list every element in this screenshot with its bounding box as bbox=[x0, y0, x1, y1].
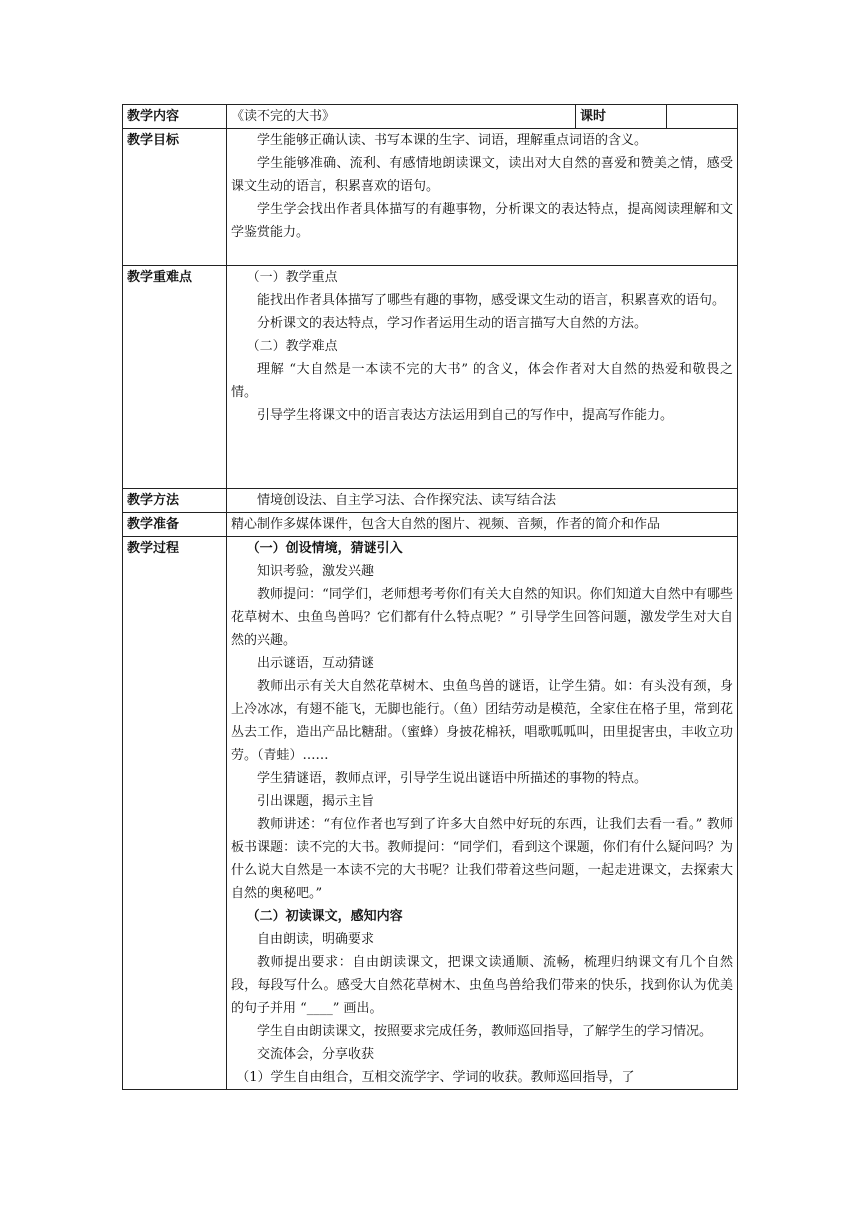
period-label: 课时 bbox=[576, 105, 667, 129]
paragraph: 学生自由朗读课文，按照要求完成任务，教师巡回指导，了解学生的学习情况。 bbox=[257, 1024, 713, 1039]
sub-heading: 知识考验，激发兴趣 bbox=[257, 564, 375, 579]
row-key-points bbox=[123, 266, 738, 489]
difficulty-heading: （二）教学难点 bbox=[246, 339, 338, 354]
process-cell bbox=[227, 537, 738, 1090]
content-value: 《读不完的大书》 bbox=[227, 105, 576, 129]
key-points-cell bbox=[227, 266, 738, 489]
preparation-label: 教学准备 bbox=[123, 513, 227, 537]
methods-cell bbox=[227, 489, 738, 513]
preparation-value: 精心制作多媒体课件，包含大自然的图片、视频、音频，作者的简介和作品 bbox=[231, 517, 661, 532]
objectives-label: 教学目标 bbox=[123, 129, 227, 266]
objective-item: 学生学会找出作者具体描写的有趣事物，分析课文的表达特点，提高阅读理解和文学鉴赏能力。 bbox=[231, 202, 733, 240]
key-point: 分析课文的表达特点，学习作者运用生动的语言描写大自然的方法。 bbox=[257, 316, 648, 331]
key-heading: （一）教学重点 bbox=[246, 270, 338, 285]
section-heading: （二）初读课文，感知内容 bbox=[246, 909, 403, 924]
section-heading: （一）创设情境，猜谜引入 bbox=[246, 541, 403, 556]
paragraph: （1）学生自由组合，互相交流学字、学词的收获。教师巡回指导，了 bbox=[236, 1070, 635, 1085]
paragraph: 教师讲述：“有位作者也写到了许多大自然中好玩的东西，让我们去看一看。” 教师板书课题：读不完的大书。教师提问：“同学们，看到这个课题，你们有什么疑问吗？为什么说大自然是一本读不完的大书呢？让我们带着这些问题，一起走进课文，去探索大自然的奥秘吧。” bbox=[231, 817, 733, 901]
methods-label: 教学方法 bbox=[123, 489, 227, 513]
process-label: 教学过程 bbox=[123, 537, 227, 1090]
row-process bbox=[123, 537, 738, 1090]
key-point: 能找出作者具体描写了哪些有趣的事物，感受课文生动的语言，积累喜欢的语句。 bbox=[257, 293, 726, 308]
difficulty-point: 引导学生将课文中的语言表达方法运用到自己的写作中，提高写作能力。 bbox=[257, 408, 674, 423]
paragraph: 教师出示有关大自然花草树木、虫鱼鸟兽的谜语，让学生猜。如：有头没有颈，身上冷冰冰，有翅不能飞，无脚也能行。（鱼）团结劳动是模范，全家住在格子里，常到花丛去工作，造出产品比糖甜。（蜜蜂）身披花棉袄，唱歌呱呱叫，田里捉害虫，丰收立功劳。（青蛙）…… bbox=[231, 679, 733, 763]
period-value bbox=[667, 105, 738, 129]
sub-heading: 自由朗读，明确要求 bbox=[257, 932, 375, 947]
preparation-cell bbox=[227, 513, 738, 537]
content-label: 教学内容 bbox=[123, 105, 227, 129]
paragraph: 教师提出要求：自由朗读课文，把课文读通顺、流畅，梳理归纳课文有几个自然段，每段写什么。感受大自然花草树木、虫鱼鸟兽给我们带来的快乐，找到你认为优美的句子并用 “____” 画出。 bbox=[231, 955, 733, 1016]
methods-value: 情境创设法、自主学习法、合作探究法、读写结合法 bbox=[257, 493, 557, 508]
objective-item: 学生能够准确、流利、有感情地朗读课文，读出对大自然的喜爱和赞美之情，感受课文生动的语言，积累喜欢的语句。 bbox=[231, 156, 733, 194]
row-methods bbox=[123, 489, 738, 513]
objectives-cell bbox=[227, 129, 738, 266]
sub-heading: 出示谜语，互动猜谜 bbox=[257, 656, 375, 671]
paragraph: 教师提问：“同学们，老师想考考你们有关大自然的知识。你们知道大自然中有哪些花草树木、虫鱼鸟兽吗？它们都有什么特点呢？” 引导学生回答问题，激发学生对大自然的兴趣。 bbox=[231, 587, 733, 648]
lesson-plan-table bbox=[122, 104, 738, 1090]
row-content bbox=[123, 105, 738, 129]
objective-item: 学生能够正确认读、书写本课的生字、词语，理解重点词语的含义。 bbox=[257, 133, 648, 148]
sub-heading: 交流体会，分享收获 bbox=[257, 1047, 375, 1062]
difficulty-point: 理解 “大自然是一本读不完的大书” 的含义，体会作者对大自然的热爱和敬畏之情。 bbox=[231, 362, 733, 400]
row-preparation bbox=[123, 513, 738, 537]
key-points-label: 教学重难点 bbox=[123, 266, 227, 489]
sub-heading: 引出课题，揭示主旨 bbox=[257, 794, 375, 809]
row-objectives bbox=[123, 129, 738, 266]
paragraph: 学生猜谜语，教师点评，引导学生说出谜语中所描述的事物的特点。 bbox=[257, 771, 648, 786]
